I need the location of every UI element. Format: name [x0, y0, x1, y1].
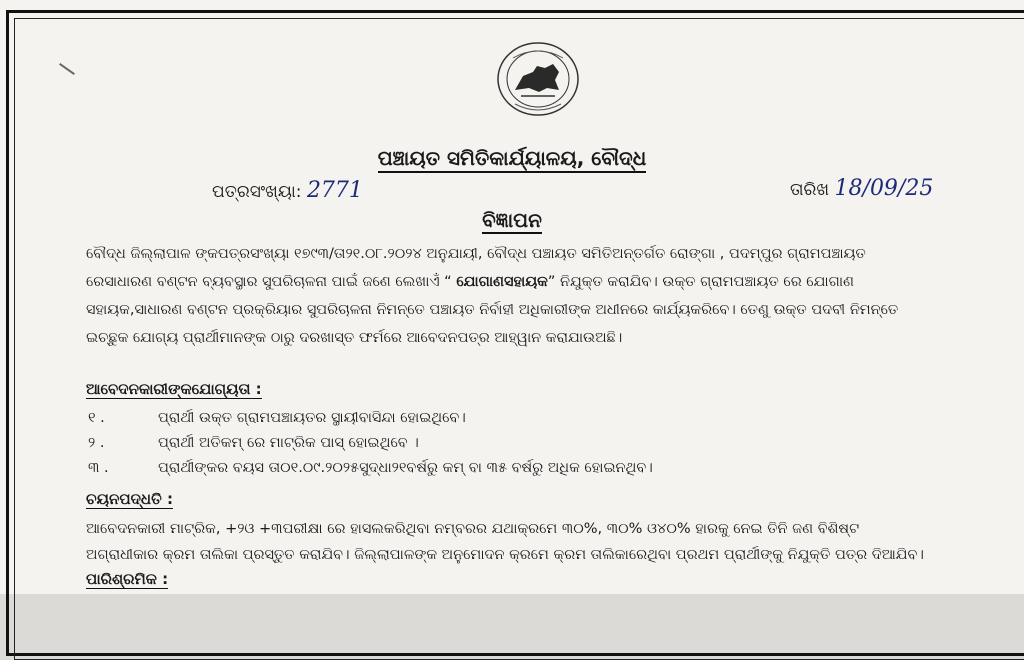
eligibility-list — [88, 406, 653, 481]
selection-text — [86, 516, 924, 568]
letter-number-value: 2771 — [306, 178, 363, 203]
selection-heading: ଚୟନପଦ୍ଧତି : — [86, 490, 173, 508]
body-line: ସହାୟକ,ସାଧାରଣ ବଣ୍ଟନ ପ୍ରକ୍ରିୟାର ସୁପରିଚାଳନା ନିମନ୍ତେ ପଞ୍ଚାୟତ ନିର୍ବାହୀ ଅଧିକାରୀଙ୍କ ଅଧୀନରେ କାର୍ଯ୍ୟକରିବେ। ତେଣୁ ଉକ୍ତ ପଦବୀ ନିମନ୍ତେ — [86, 302, 899, 318]
item-number: ୧ . — [88, 410, 105, 426]
list-item — [88, 431, 653, 456]
letter-date-label: ତାରିଖ — [790, 180, 830, 200]
item-text: ପ୍ରାର୍ଥୀଙ୍କର ବୟସ ତା୦୧.୦୯.୨୦୨୫ସୁଦ୍ଧା୨୧ବର୍ଷରୁ କମ୍ ବା ୩୫ ବର୍ଷରୁ ଅଧିକ ହୋଇନଥିବ। — [158, 460, 653, 476]
item-text: ପ୍ରାର୍ଥୀ ଅତିକମ୍ ରେ ମାଟ୍ରିକ ପାସ୍ ହୋଇଥିବେ । — [158, 435, 419, 451]
post-name: ଯୋଗାଣସହାୟକ — [456, 274, 548, 290]
body-line: ରେସାଧାରଣ ବଣ୍ଟନ ବ୍ୟବସ୍ଥାର ସୁପରିଚାଳନା ପାଇଁ ଜଣେ ଲେଖାଏଁ “ ଯୋଗାଣସହାୟକ” ନିଯୁକ୍ତ କରାଯିବ। ଉକ୍ତ ଗ୍ରାମପଞ୍ଚାୟତ ରେ ଯୋଗାଣ — [86, 274, 854, 290]
eligibility-heading: ଆବେଦନକାରୀଙ୍କଯୋଗ୍ୟତା : — [86, 380, 262, 398]
letter-number-label: ପତ୍ରସଂଖ୍ୟା: — [212, 182, 302, 202]
item-number: ୩ . — [88, 460, 109, 476]
list-item — [88, 406, 653, 431]
letter-date-value: 18/09/25 — [834, 176, 934, 201]
body-line: ଇଚ୍ଛୁକ ଯୋଗ୍ୟ ପ୍ରାର୍ଥୀମାନଙ୍କ ଠାରୁ ଦରଖାସ୍ତ ଫର୍ମରେ ଆବେଦନପତ୍ର ଆହ୍ୱାନ କରାଯାଉଅଛି। — [86, 330, 623, 346]
notice-body — [86, 240, 946, 352]
body-line: ବୌଦ୍ଧ ଜିଲ୍ଲାପାଳ ଙ୍କପତ୍ରସଂଖ୍ୟା ୧୭୯୩/ତା୨୧.୦୮.୨୦୨୪ ଅନୁଯାୟୀ, ବୌଦ୍ଧ ପଞ୍ଚାୟତ ସମିତିଅନ୍ତର୍ଗତ ରୋଙ୍ଗା , ପଦମ୍ପୁର ଗ୍ରାମପଞ୍ଚାୟତ — [86, 246, 866, 262]
office-title: ପଞ୍ଚାୟତ ସମିତିକାର୍ଯ୍ୟାଳୟ, ବୌଦ୍ଧ — [0, 146, 1024, 170]
selection-line: ଅଗ୍ରାଧୀକାର କ୍ରମ ତାଲିକା ପ୍ରସ୍ତୁତ କରାଯିବ। ଜିଲ୍ଲାପାଳଙ୍କ ଅନୁମୋଦନ କ୍ରମେ କ୍ରମ ତାଲିକାରେଥିବା ପ୍ରଥମ ପ୍ରାର୍ଥୀଙ୍କୁ ନିଯୁକ୍ତି ପତ୍ର ଦିଆଯିବ। — [86, 547, 924, 563]
item-text: ପ୍ରାର୍ଥୀ ଉକ୍ତ ଗ୍ରାମପଞ୍ଚାୟତର ସ୍ଥାୟୀବାସିନ୍ଦା ହୋଇଥିବେ। — [158, 410, 466, 426]
selection-line: ଆବେଦନକାରୀ ମାଟ୍ରିକ, +୨ଓ +୩ପରୀକ୍ଷା ରେ ହାସଲକରିଥିବା ନମ୍ବରର ଯଥାକ୍ରମେ ୩୦%, ୩୦% ଓ୪୦% ହାରକୁ ନେଇ ତିନି ଜଣ ବିଶିଷ୍ଟ — [86, 521, 860, 537]
remuneration-heading: ପାରିଶ୍ରମିକ : — [86, 570, 169, 588]
item-number: ୨ . — [88, 435, 105, 451]
state-emblem-icon — [493, 40, 583, 118]
list-item — [88, 456, 653, 481]
letter-date — [790, 176, 933, 201]
notice-subject: ବିଜ୍ଞାପନ — [482, 208, 542, 232]
letter-number — [212, 178, 363, 203]
